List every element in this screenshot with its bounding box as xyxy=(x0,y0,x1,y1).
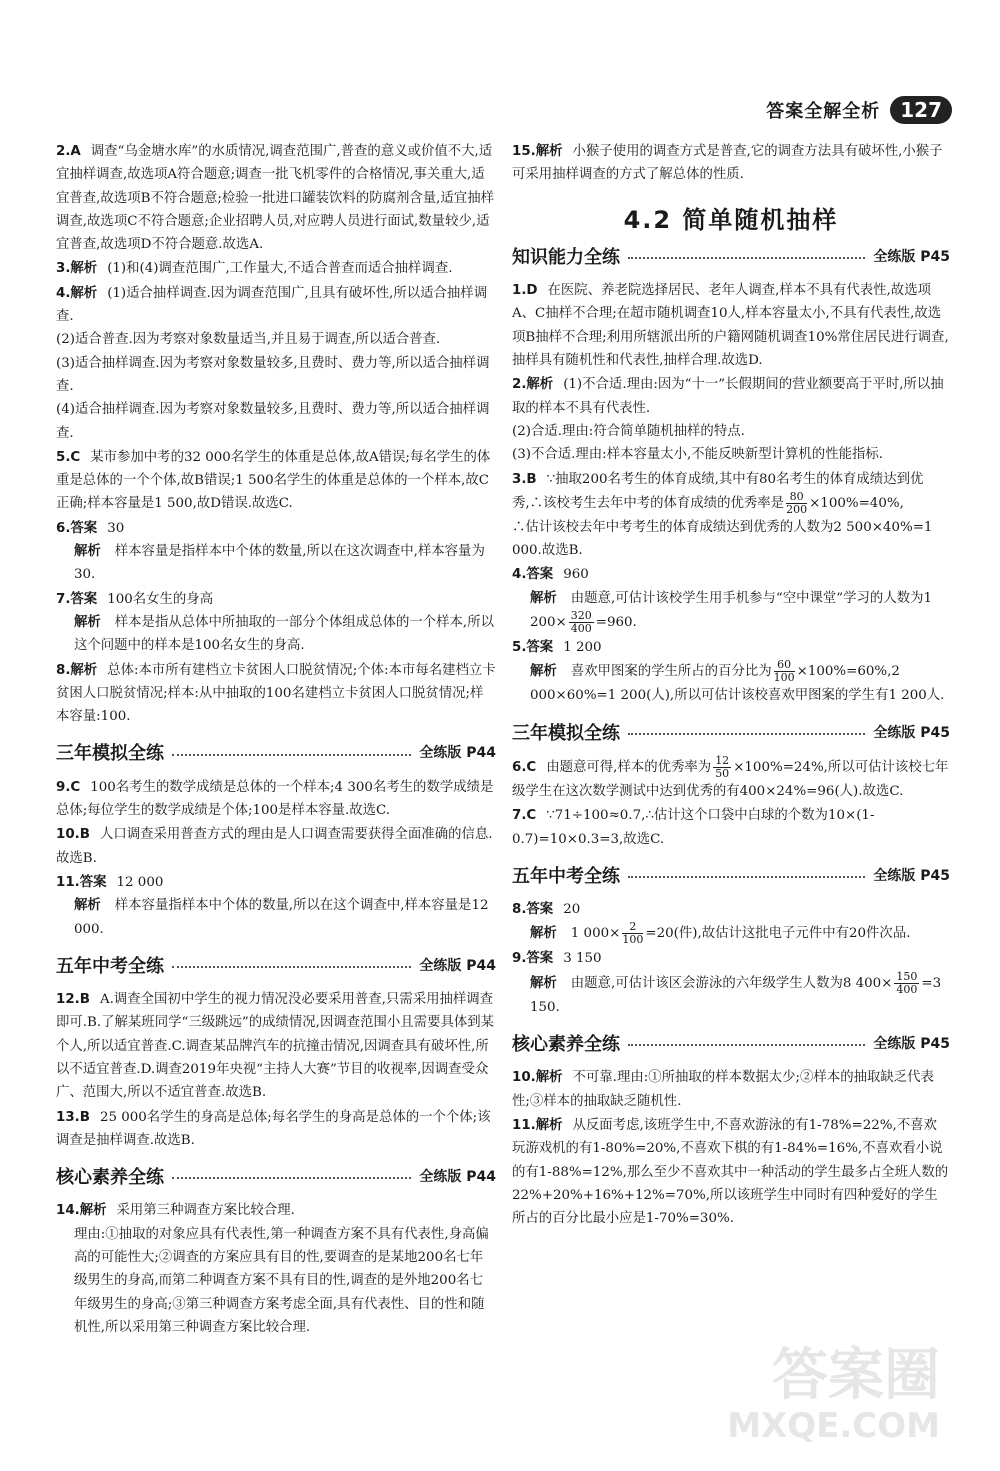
answer-item: 7.答案 100名女生的身高 解析 样本是指从总体中所抽取的一部分个体组成总体的一个样本,所以这个问题中的样本是100名女生的身高. xyxy=(56,591,494,654)
answer-item: 8.解析 总体:本市所有建档立卡贫困人口脱贫情况;个体:本市每名建档立卡贫困人口脱贫情况;样本:从中抽取的100名建档立卡贫困人口脱贫情况;样本容量:100. xyxy=(56,662,496,725)
answer-item: 15.解析 小猴子使用的调查方式是普查,它的调查方法具有破坏性,小猴子可采用抽样调查的方式了解总体的性质. xyxy=(512,144,943,183)
answer-item: 14.解析 采用第三种调查方案比较合理. 理由:①抽取的对象应具有代表性,第一种调查方案不具有代表性,身高偏高的可能性大;②调查的方案应具有目的性,要调查的是某地200名七年级男生的身高,而第二种调查方案不具有目的性,调查的是外地200名七年级男生的身高;③第三种调查方案考虑全面,具有代表性、目的性和随机性,所以采用第三种调查方案比较合理. xyxy=(56,1203,489,1335)
answer-item: 6.C 由题意可得,样本的优秀率为 $\frac{12}{50}$ ×100%=24%,所以可估计该校七年级学生在这次数学测试中达到优秀的有400×24%=96(人).故选C. xyxy=(512,753,949,799)
answer-item: 4.答案 960 解析 由题意,可估计该校学生用手机参与“空中课堂”学习的人数为1 200× $\frac{320}{400}$ =960. xyxy=(512,567,933,636)
section-header: 三年模拟全练 全练版 P44 xyxy=(56,743,496,765)
answer-item: 11.答案 12 000 解析 样本容量指样本中个体的数量,所以在这个调查中,样本容量是12 000. xyxy=(56,874,489,937)
answer-item: 9.C 100名考生的数学成绩是总体的一个样本;4 300名考生的数学成绩是总体;每位学生的数学成绩是个体;100是样本容量.故选C. xyxy=(56,779,494,819)
answer-item: 6.答案 30 解析 样本容量是指样本中个体的数量,所以在这次调查中,样本容量为30. xyxy=(56,520,485,583)
answer-item: 13.B 25 000名学生的身高是总体;每名学生的身高是总体的一个个体;该调查是抽样调查.故选B. xyxy=(56,1109,491,1148)
section-header: 五年中考全练 全练版 P45 xyxy=(512,865,950,887)
answer-item: 5.答案 1 200 解析 喜欢甲图案的学生所占的百分比为 $\frac{60}{100}$ ×100%=60%,2 000×60%=1 200(人),所以可估计该校喜欢甲图案的学生有1 200人. xyxy=(512,640,945,704)
answer-item: 3.B ∵抽取200名考生的体育成绩,其中有80名考生的体育成绩达到优秀,∴该校考生去年中考的体育成绩的优秀率是 $\frac{80}{200}$ ×100%=40%, ∴估计该校去年中考考生的体育成绩达到优秀的人数为2 500×40%=1 000.故选B. xyxy=(512,471,933,559)
fraction: $\frac{2}{100}$ xyxy=(622,920,644,947)
fraction: $\frac{150}{400}$ xyxy=(896,969,918,996)
answer-item: 9.答案 3 150 解析 由题意,可估计该区会游泳的六年级学生人数为8 400× $\frac{150}{400}$ =3 150. xyxy=(512,951,942,1015)
answer-item: 5.C 某市参加中考的32 000名学生的体重是总体,故A错误;每名学生的体重是总体的一个个体,故B错误;1 500名学生的体重是总体的一个样本,故C正确;样本容量是1 500,故D错误.故选C. xyxy=(56,449,491,512)
section-header: 核心素养全练 全练版 P44 xyxy=(56,1167,496,1189)
watermark xyxy=(727,1343,940,1446)
page-number: 127 xyxy=(890,96,952,124)
answer-item: 12.B A.调查全国初中学生的视力情况没必要采用普查,只需采用抽样调查即可.B.了解某班同学“三级跳远”的成绩情况,因调查范围小且需要具体到某个人,所以适宜普查.C.调查某品牌汽车的抗撞击情况,因调查具有破坏性,所以不适宜普查.D.调查2019年央视“主持人大赛”节目的收视率,因调查受众广、范围大,所以不适宜普查.故选B. xyxy=(56,992,495,1101)
answer-item: 7.C ∵71÷100≈0.7,∴估计这个口袋中白球的个数为10×(1-0.7)=10×0.3=3,故选C. xyxy=(512,808,875,847)
section-header: 知识能力全练 全练版 P45 xyxy=(512,246,950,268)
answer-item: 2.A 调查“乌金塘水库”的水质情况,调查范围广,普查的意义或价值不大,适宜抽样调查,故选项A符合题意;调查一批飞机零件的合格情况,事关重大,适宜普查,故选项B不符合题意;检验一批进口罐装饮料的防腐剂含量,适宜抽样调查,故选项C不符合题意;企业招聘人员,对应聘人员进行面试,数量较少,适宜普查,故选项D不符合题意.故选A. xyxy=(56,144,494,253)
section-header: 五年中考全练 全练版 P44 xyxy=(56,955,496,977)
answer-item: 3.解析 (1)和(4)调查范围广,工作量大,不适合普查而适合抽样调查. xyxy=(56,261,453,277)
fraction: $\frac{320}{400}$ xyxy=(570,609,592,636)
answer-item: 2.解析 (1)不合适.理由:因为“十一”长假期间的营业额要高于平时,所以抽取的样本不具有代表性. (2)合适.理由:符合简单随机抽样的特点. (3)不合适.理由:样本容量太小,不能反映新型计算机的性能指标. xyxy=(512,377,944,463)
chapter-title: 4.2 简单随机抽样 xyxy=(623,205,839,234)
left-column xyxy=(56,140,496,1340)
right-column xyxy=(512,140,950,1231)
answer-item: 10.B 人口调查采用普查方式的理由是人口调查需要获得全面准确的信息.故选B. xyxy=(56,827,493,866)
watermark-logo: 答案圈 xyxy=(772,1343,940,1408)
section-header: 核心素养全练 全练版 P45 xyxy=(512,1034,950,1056)
fraction: $\frac{12}{50}$ xyxy=(715,753,730,780)
fraction: $\frac{60}{100}$ xyxy=(773,658,795,685)
answer-item: 10.解析 不可靠.理由:①所抽取的样本数据太少;②样本的抽取缺乏代表性;③样本的抽取缺乏随机性. xyxy=(512,1070,934,1109)
header-title: 答案全解全析 xyxy=(766,101,881,122)
watermark-site: MXQE.COM xyxy=(727,1406,940,1446)
answer-item: 4.解析 (1)适合抽样调查.因为调查范围广,且具有破坏性,所以适合抽样调查. (2)适合普查.因为考察对象数量适当,并且易于调查,所以适合普查. (3)适合抽样调查.因为考察对象数量较多,且费时、费力等,所以适合抽样调查. (4)适合抽样调查.因为考察对象数量较多,且费时、费力等,所以适合抽样调查. xyxy=(56,285,490,441)
section-header: 三年模拟全练 全练版 P45 xyxy=(512,722,950,744)
page-header xyxy=(766,96,952,124)
answer-item: 1.D 在医院、养老院选择居民、老年人调查,样本不具有代表性,故选项A、C抽样不合理;在超市随机调查10人,样本容量太小,不具有代表性,故选项B抽样不合理;利用所辖派出所的户籍网随机调查10%常住居民进行调查,抽样具有随机性和代表性,抽样合理.故选D. xyxy=(512,283,949,369)
answer-item: 8.答案 20 解析 1 000× $\frac{2}{100}$ =20(件),故估计这批电子元件中有20件次品. xyxy=(512,902,911,947)
fraction: $\frac{80}{200}$ xyxy=(786,489,808,516)
answer-item: 11.解析 从反面考虑,该班学生中,不喜欢游泳的有1-78%=22%,不喜欢玩游戏机的有1-80%=20%,不喜欢下棋的有1-84%=16%,不喜欢看小说的有1-88%=12%,那么至少不喜欢其中一种活动的学生最多占全班人数的22%+20%+16%+12%=70%,所以该班学生中同时有四种爱好的学生所占的百分比最小应是1-70%=30%. xyxy=(512,1117,949,1227)
